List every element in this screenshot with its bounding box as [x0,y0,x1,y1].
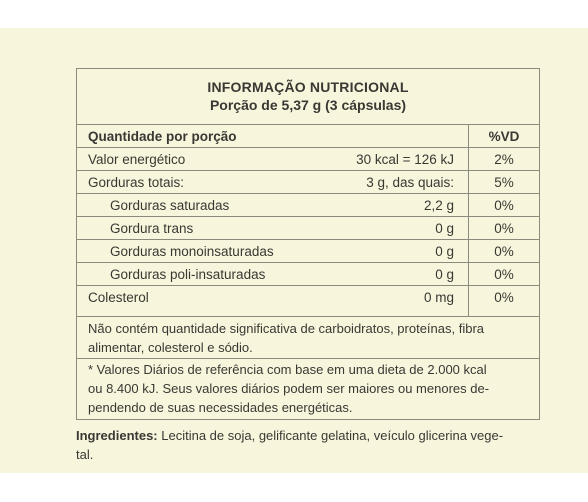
nutrient-vd: 0% [494,221,514,236]
nutrient-vd: 0% [494,267,514,282]
note-line: pendendo de suas necessidades energéticas. [88,400,353,415]
nutrient-vd: 0% [494,290,514,305]
table-row [77,194,539,217]
ingredients-block [76,426,546,464]
nutrient-vd: 0% [494,198,514,213]
nutrient-name: Valor energético [88,152,186,167]
note-line: Não contém quantidade significativa de carboidratos, proteínas, fibra [88,321,485,336]
table-row [77,171,539,194]
note-line: ou 8.400 kJ. Seus valores diários podem ser maiores ou menores de- [88,381,490,396]
nutrient-name: Gorduras monoinsaturadas [110,244,274,259]
ingredients-line [76,426,546,445]
table-title: INFORMAÇÃO NUTRICIONAL [207,79,409,95]
note-line: alimentar, colesterol e sódio. [88,340,253,355]
table-row [77,263,539,286]
nutrient-name: Gorduras saturadas [110,198,230,213]
nutrient-name: Gorduras poli-insaturadas [110,267,266,282]
not-significant-note [77,317,539,359]
nutrient-value: 0 mg [423,290,454,305]
nutrient-value: 3 g, das quais: [366,175,454,190]
nutrient-value: 0 g [435,244,454,259]
nutrient-value: 30 kcal = 126 kJ [356,152,454,167]
column-header-quantity: Quantidade por porção [88,129,237,144]
table-row [77,286,539,317]
nutrient-vd: 2% [494,152,514,167]
note-line: * Valores Diários de referência com base em uma dieta de 2.000 kcal [88,362,487,377]
nutrient-vd: 0% [494,244,514,259]
table-row [77,240,539,263]
daily-values-note [77,359,539,420]
ingredients-text: Lecitina de soja, gelificante gelatina, veículo glicerina vege- [161,428,504,443]
nutrient-value: 2,2 g [423,198,454,213]
table-header [77,69,539,125]
table-row [77,148,539,171]
column-header-vd: %VD [488,129,520,144]
nutrient-name: Colesterol [88,290,149,305]
nutrient-value: 0 g [435,221,454,236]
nutrition-facts-table [76,68,540,420]
column-header-row [77,125,539,148]
nutrient-name: Gorduras totais: [88,175,185,190]
nutrient-value: 0 g [435,267,454,282]
portion-size: Porção de 5,37 g (3 cápsulas) [209,97,407,113]
table-row [77,217,539,240]
ingredients-text-continued: tal. [76,447,94,462]
ingredients-label: Ingredientes: [76,428,158,443]
nutrient-vd: 5% [494,175,514,190]
nutrient-name: Gordura trans [110,221,194,236]
label-background [0,28,588,473]
